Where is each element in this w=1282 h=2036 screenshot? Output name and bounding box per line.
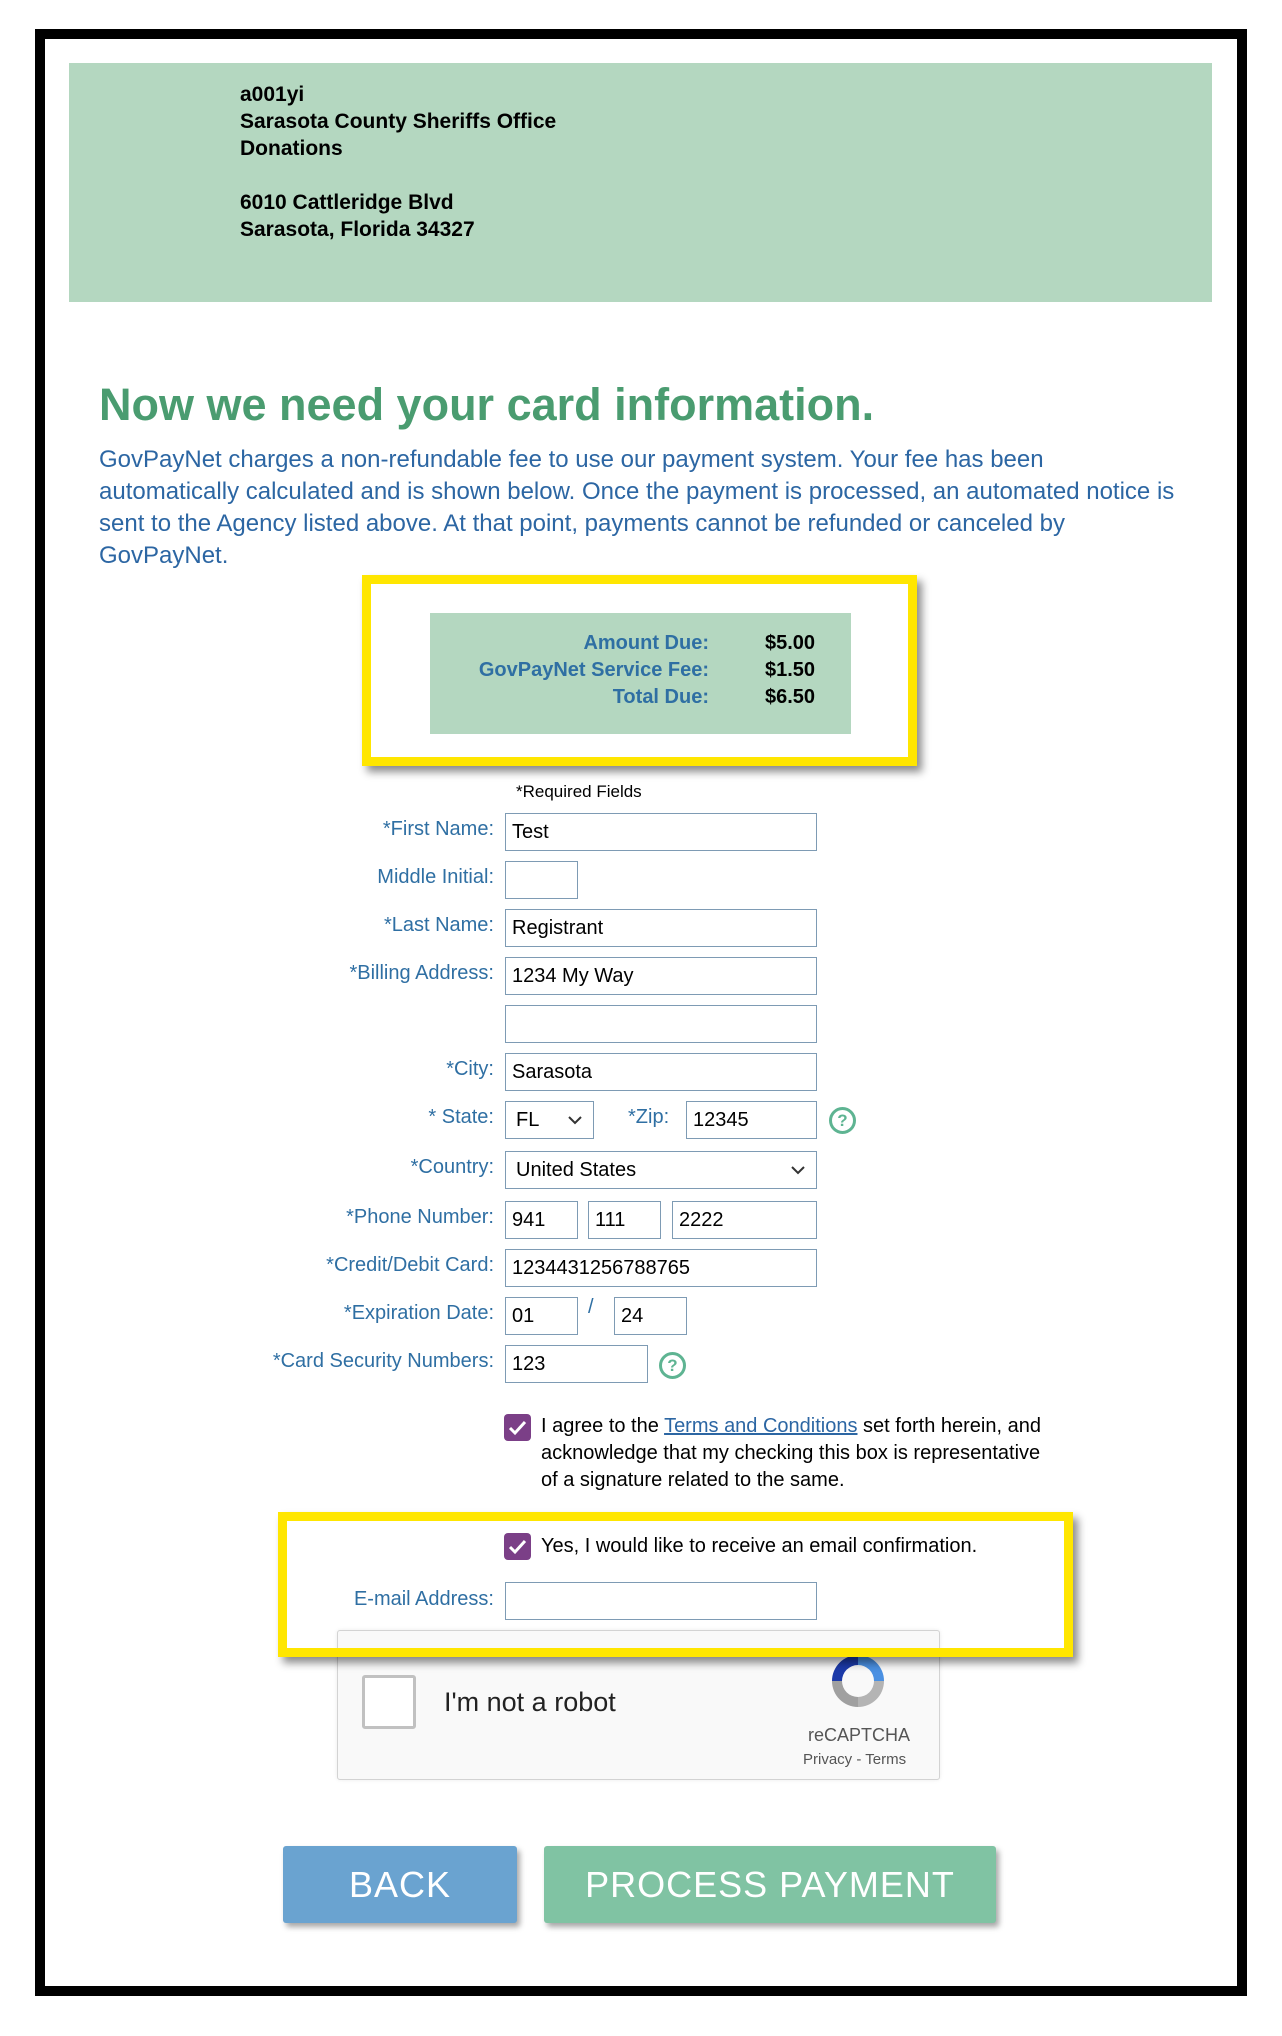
amount-due-label: Amount Due:: [583, 632, 709, 654]
for-value: Donations: [240, 137, 343, 160]
exp-separator: /: [588, 1296, 594, 1318]
country-label: *Country:: [410, 1156, 494, 1178]
last-name-input[interactable]: [505, 909, 817, 947]
back-button[interactable]: BACK: [283, 1846, 517, 1923]
recaptcha-label: I'm not a robot: [444, 1687, 616, 1717]
process-payment-button[interactable]: PROCESS PAYMENT: [544, 1846, 996, 1923]
chevron-down-icon: [790, 1162, 806, 1178]
state-select[interactable]: [505, 1101, 594, 1139]
phone-area-input[interactable]: [505, 1201, 578, 1239]
card-number-input[interactable]: [505, 1249, 817, 1287]
zip-help-icon[interactable]: ?: [829, 1107, 856, 1134]
address-line2: Sarasota, Florida 34327: [240, 218, 475, 241]
recaptcha-logo-icon: [826, 1649, 890, 1713]
checkmark-icon: [507, 1417, 528, 1438]
zip-input[interactable]: [686, 1101, 817, 1139]
service-fee-value: $1.50: [765, 659, 816, 681]
state-label: * State:: [428, 1106, 494, 1128]
email-confirm-text: Yes, I would like to receive an email confirmation.: [541, 1533, 977, 1560]
total-due-label: Total Due:: [612, 686, 709, 708]
phone-prefix-input[interactable]: [588, 1201, 661, 1239]
security-code-input[interactable]: [505, 1345, 648, 1383]
service-fee-label: GovPayNet Service Fee:: [478, 659, 709, 681]
chevron-down-icon: [567, 1112, 583, 1128]
city-label: *City:: [446, 1058, 494, 1080]
recaptcha-brand: reCAPTCHA: [808, 1725, 911, 1745]
plc-value: a001yi: [240, 83, 305, 106]
state-value: FL: [516, 1109, 540, 1131]
email-label: E-mail Address:: [353, 1588, 494, 1610]
terms-suffix: set forth herein, and acknowledge that my checking this box is representative of a signature related to the same.: [541, 1415, 1041, 1491]
phone-number-label: *Phone Number:: [346, 1206, 494, 1228]
first-name-label: *First Name:: [382, 818, 494, 840]
address-line1: 6010 Cattleridge Blvd: [240, 191, 454, 214]
recaptcha-privacy-link[interactable]: Privacy: [803, 1751, 853, 1768]
recaptcha-link-separator: -: [852, 1751, 866, 1768]
agency-value: Sarasota County Sheriffs Office: [240, 110, 557, 133]
middle-initial-label: Middle Initial:: [377, 866, 494, 888]
expiration-label: *Expiration Date:: [343, 1302, 494, 1324]
first-name-input[interactable]: [505, 813, 817, 851]
billing-address-input[interactable]: [505, 957, 817, 995]
exp-month-input[interactable]: [505, 1297, 578, 1335]
city-input[interactable]: [505, 1053, 817, 1091]
total-due-value: $6.50: [765, 686, 816, 708]
amount-due-value: $5.00: [765, 632, 816, 654]
security-help-icon[interactable]: ?: [659, 1352, 686, 1379]
required-fields-note: *Required Fields: [516, 782, 642, 801]
security-code-label: *Card Security Numbers:: [272, 1350, 494, 1372]
billing-address2-input[interactable]: [505, 1005, 817, 1043]
recaptcha-links: [803, 1751, 906, 1768]
terms-checkbox[interactable]: [504, 1414, 531, 1441]
country-select[interactable]: [505, 1151, 817, 1189]
fee-notice: GovPayNet charges a non-refundable fee to use our payment system. Your fee has been automatically calculated and is shown below. Once the payment is processed, an automated notice is sent to the Agency listed above. At that point, payments cannot be refunded or canceled by GovPayNet.: [99, 446, 1175, 569]
card-number-label: *Credit/Debit Card:: [326, 1254, 494, 1276]
amount-summary: [430, 613, 851, 734]
terms-prefix: I agree to the: [541, 1415, 665, 1437]
agency-info-panel: [69, 63, 1212, 302]
terms-text: [541, 1413, 1061, 1523]
last-name-label: *Last Name:: [383, 914, 494, 936]
recaptcha-checkbox[interactable]: [362, 1675, 416, 1729]
page-title: Now we need your card information.: [99, 379, 875, 430]
email-highlight: [278, 1512, 1073, 1657]
exp-year-input[interactable]: [614, 1297, 687, 1335]
recaptcha-terms-link[interactable]: Terms: [865, 1751, 907, 1768]
middle-initial-input[interactable]: [505, 861, 578, 899]
billing-address-label: *Billing Address:: [349, 962, 494, 984]
terms-link[interactable]: Terms and Conditions: [664, 1415, 858, 1437]
phone-line-input[interactable]: [672, 1201, 817, 1239]
country-value: United States: [516, 1159, 637, 1181]
zip-label: *Zip:: [628, 1106, 670, 1128]
